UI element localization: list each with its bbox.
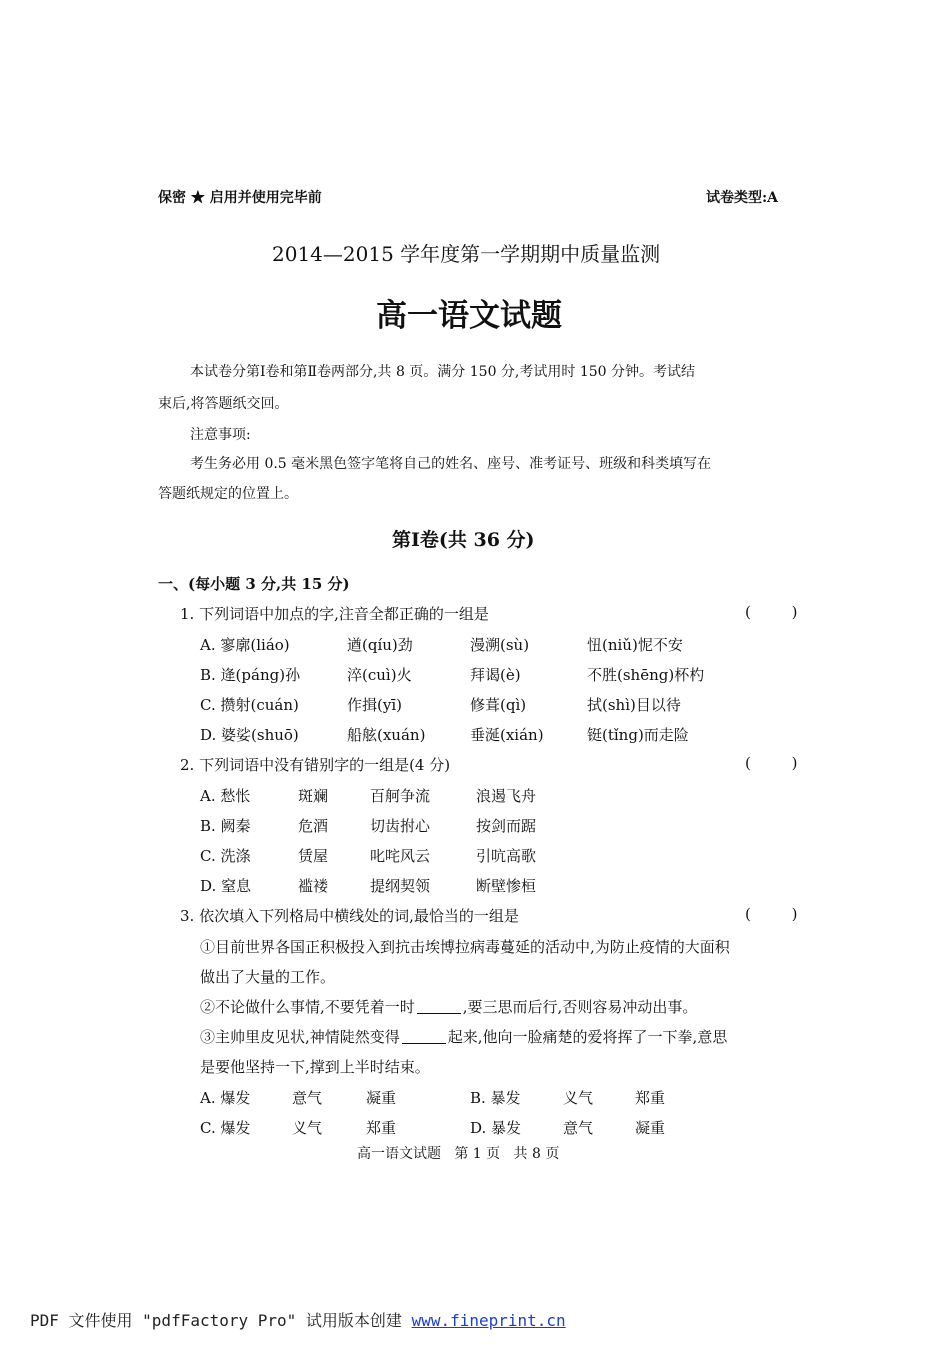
q3-option-a-1: A. 爆发 [200,1089,251,1107]
page-footer: 高一语文试题 第 1 页 共 8 页 [357,1146,560,1162]
section-heading: 一、(每小题 3 分,共 15 分) [158,575,350,593]
q1-option-c-3: 修葺(qì) [470,696,527,714]
q2-option-d-3: 提纲契领 [370,877,431,895]
q1-option-d-3: 垂涎(xián) [470,726,544,744]
q2-option-b-1: B. 阙秦 [200,817,251,835]
q3-option-a-2: 意气 [292,1089,323,1107]
q1-option-c-1: C. 攒射(cuán) [200,696,299,714]
q3-sentence-2-part-b: ,要三思而后行,否则容易冲动出事。 [462,998,698,1016]
q3-option-d-3: 凝重 [635,1119,666,1137]
answer-bracket: ( ) [745,754,816,772]
watermark-link[interactable]: www.fineprint.cn [411,1311,566,1330]
q3-option-d-1: D. 暴发 [470,1119,522,1137]
answer-bracket: ( ) [745,603,816,621]
q2-option-a-2: 斑斓 [298,787,329,805]
q3-option-a-3: 凝重 [366,1089,397,1107]
volume-title: 第Ⅰ卷(共 36 分) [392,529,535,551]
q1-option-a-4: 忸(niǔ)怩不安 [587,636,683,654]
q2-option-c-1: C. 洗涤 [200,847,251,865]
answer-bracket: ( ) [745,905,816,923]
question-1-stem: 1. 下列词语中加点的字,注音全都正确的一组是 [180,605,489,623]
q2-option-d-4: 断壁惨桓 [476,877,537,895]
fill-blank [402,1029,446,1044]
q1-option-a-3: 漫溯(sù) [470,636,530,654]
watermark [30,1308,566,1331]
notice-line-2: 答题纸规定的位置上。 [158,486,298,502]
q2-option-d-1: D. 窒息 [200,877,252,895]
confidential-label: 保密 ★ 启用并使用完毕前 [158,190,322,206]
q3-sentence-3-part-b: 起来,他向一脸痛楚的爱将挥了一下拳,意思 [447,1028,728,1046]
question-2-stem: 2. 下列词语中没有错别字的一组是(4 分) [180,756,451,774]
paper-type-label: 试卷类型:A [706,190,779,206]
q2-option-b-4: 按剑而踞 [476,817,537,835]
q1-option-c-2: 作揖(yī) [347,696,402,714]
q2-option-c-2: 赁屋 [298,847,329,865]
question-3-stem: 3. 依次填入下列格局中横线处的词,最恰当的一组是 [180,907,519,925]
page-title: 高一语文试题 [376,298,562,334]
q2-option-d-2: 褴褛 [298,877,329,895]
intro-line-1: 本试卷分第Ⅰ卷和第Ⅱ卷两部分,共 8 页。满分 150 分,考试用时 150 分钟。考试结 [190,364,695,380]
q3-sentence-3 [200,1026,727,1047]
q1-option-c-4: 拭(shì)目以待 [587,696,681,714]
q2-option-b-2: 危酒 [298,817,329,835]
q2-option-a-1: A. 愁怅 [200,787,251,805]
intro-line-2: 束后,将答题纸交回。 [158,396,289,412]
q3-sentence-3-part-a: ③主帅里皮见状,神情陡然变得 [200,1028,400,1046]
q3-option-d-2: 意气 [563,1119,594,1137]
q1-option-d-2: 船舷(xuán) [347,726,426,744]
q2-option-a-3: 百舸争流 [370,787,431,805]
q3-sentence-2 [200,996,697,1017]
fill-blank [417,999,461,1014]
q3-option-b-2: 义气 [563,1089,594,1107]
q1-option-d-1: D. 婆娑(shuō) [200,726,299,744]
notice-line-1: 考生务必用 0.5 毫米黑色签字笔将自己的姓名、座号、准考证号、班级和科类填写在 [190,456,712,472]
q2-option-b-3: 切齿拊心 [370,817,431,835]
watermark-text: PDF 文件使用 "pdfFactory Pro" 试用版本创建 [30,1311,412,1330]
q1-option-a-2: 遒(qíu)劲 [347,636,413,654]
q3-sentence-1-line-1: ①目前世界各国正积极投入到抗击埃博拉病毒蔓延的活动中,为防止疫情的大面积 [200,938,730,956]
q1-option-b-3: 拜谒(è) [470,666,521,684]
q3-option-c-3: 郑重 [366,1119,397,1137]
q1-option-d-4: 铤(tǐng)而走险 [587,726,689,744]
q1-option-b-1: B. 逄(páng)孙 [200,666,301,684]
q3-sentence-1-line-2: 做出了大量的工作。 [200,968,336,986]
q3-sentence-2-part-a: ②不论做什么事情,不要凭着一时 [200,998,415,1016]
notice-label: 注意事项: [190,427,251,443]
q2-option-c-4: 引吭高歌 [476,847,537,865]
q3-option-b-3: 郑重 [635,1089,666,1107]
q1-option-a-1: A. 寥廓(liáo) [200,636,290,654]
q3-option-c-1: C. 爆发 [200,1119,251,1137]
q3-option-c-2: 义气 [292,1119,323,1137]
q1-option-b-4: 不胜(shēng)杯杓 [587,666,705,684]
q1-option-b-2: 淬(cuì)火 [347,666,412,684]
q3-option-b-1: B. 暴发 [470,1089,521,1107]
exam-subtitle: 2014—2015 学年度第一学期期中质量监测 [272,242,661,266]
q3-sentence-3-line-2: 是要他坚持一下,撑到上半时结束。 [200,1058,430,1076]
q2-option-a-4: 浪遏飞舟 [476,787,537,805]
q2-option-c-3: 叱咤风云 [370,847,431,865]
